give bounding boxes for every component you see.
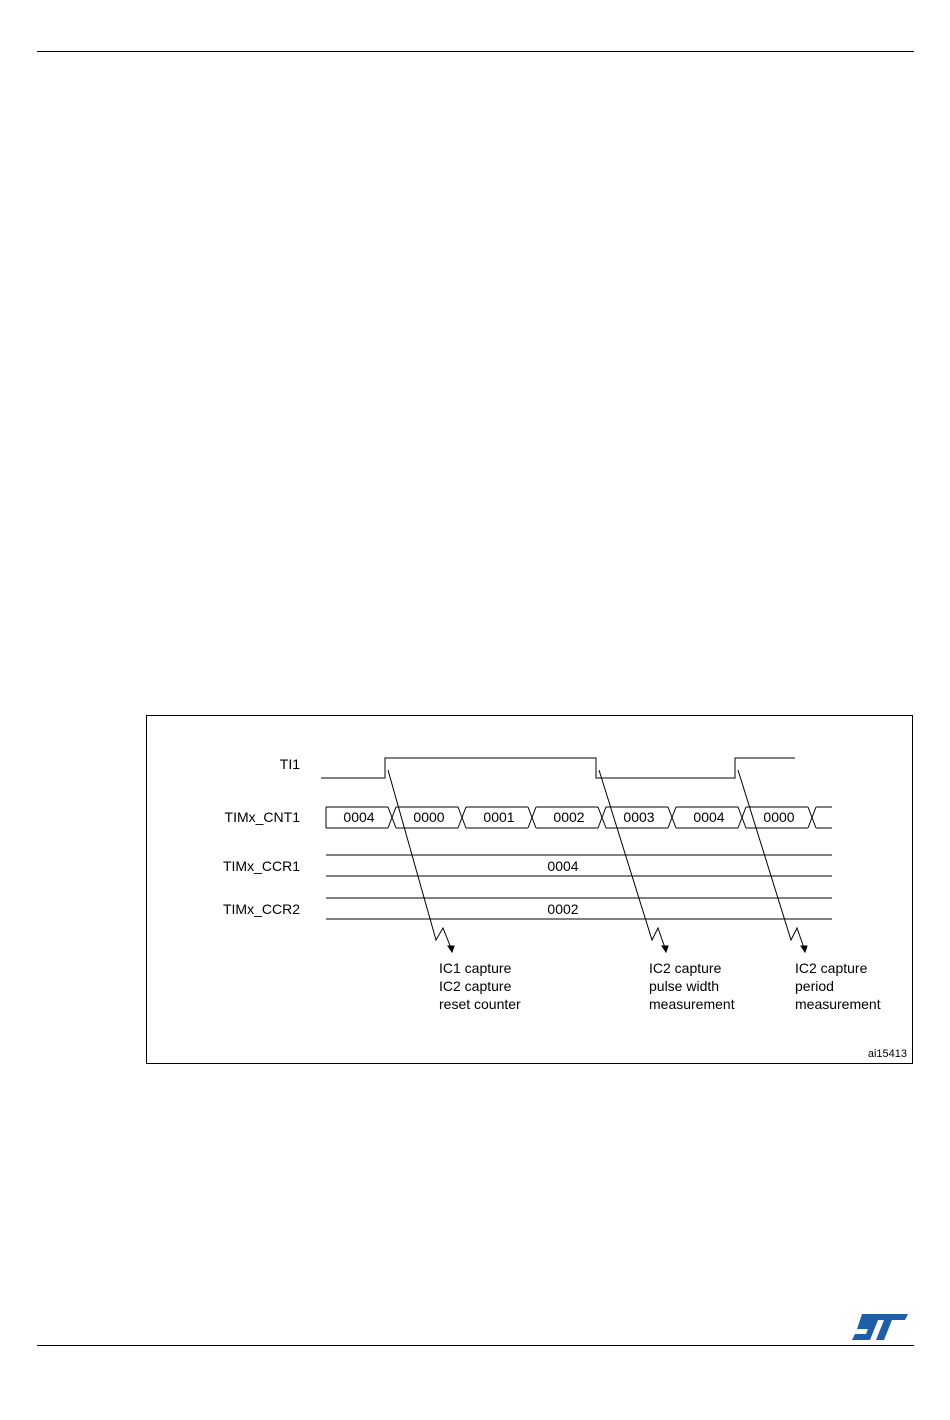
annotation-1-line-3: reset counter: [439, 996, 521, 1012]
counter-value: 0001: [483, 809, 515, 825]
capture-arrow-2: [599, 770, 668, 952]
st-logo: [852, 1312, 910, 1342]
capture-arrow-3: [738, 770, 807, 952]
figure-id: ai15413: [867, 1048, 907, 1060]
ti1-waveform: [321, 758, 795, 778]
signal-label-ccr2: TIMx_CCR2: [222, 901, 300, 917]
signal-label-ccr1: TIMx_CCR1: [222, 858, 300, 874]
signal-label-cnt1: TIMx_CNT1: [224, 809, 300, 825]
ccr1-value: 0004: [547, 858, 579, 874]
counter-value: 0003: [623, 809, 655, 825]
counter-cells: [343, 809, 794, 825]
annotation-2-line-3: measurement: [649, 996, 735, 1012]
annotation-3-line-3: measurement: [795, 996, 881, 1012]
annotation-1-line-1: IC1 capture: [439, 960, 512, 976]
signal-label-ti1: TI1: [279, 756, 300, 772]
ccr2-value: 0002: [547, 901, 579, 917]
counter-value: 0004: [693, 809, 725, 825]
st-logo-shape: [852, 1314, 908, 1340]
capture-arrow-1: [388, 770, 454, 952]
footer-rule: [37, 1345, 914, 1346]
annotation-2-line-1: IC2 capture: [649, 960, 722, 976]
counter-value: 0002: [553, 809, 585, 825]
annotation-3-line-1: IC2 capture: [795, 960, 868, 976]
counter-value: 0000: [413, 809, 445, 825]
counter-value: 0000: [763, 809, 795, 825]
annotation-3-line-2: period: [795, 978, 834, 994]
annotation-1-line-2: IC2 capture: [439, 978, 512, 994]
counter-value: 0004: [343, 809, 375, 825]
annotation-2-line-2: pulse width: [649, 978, 720, 994]
